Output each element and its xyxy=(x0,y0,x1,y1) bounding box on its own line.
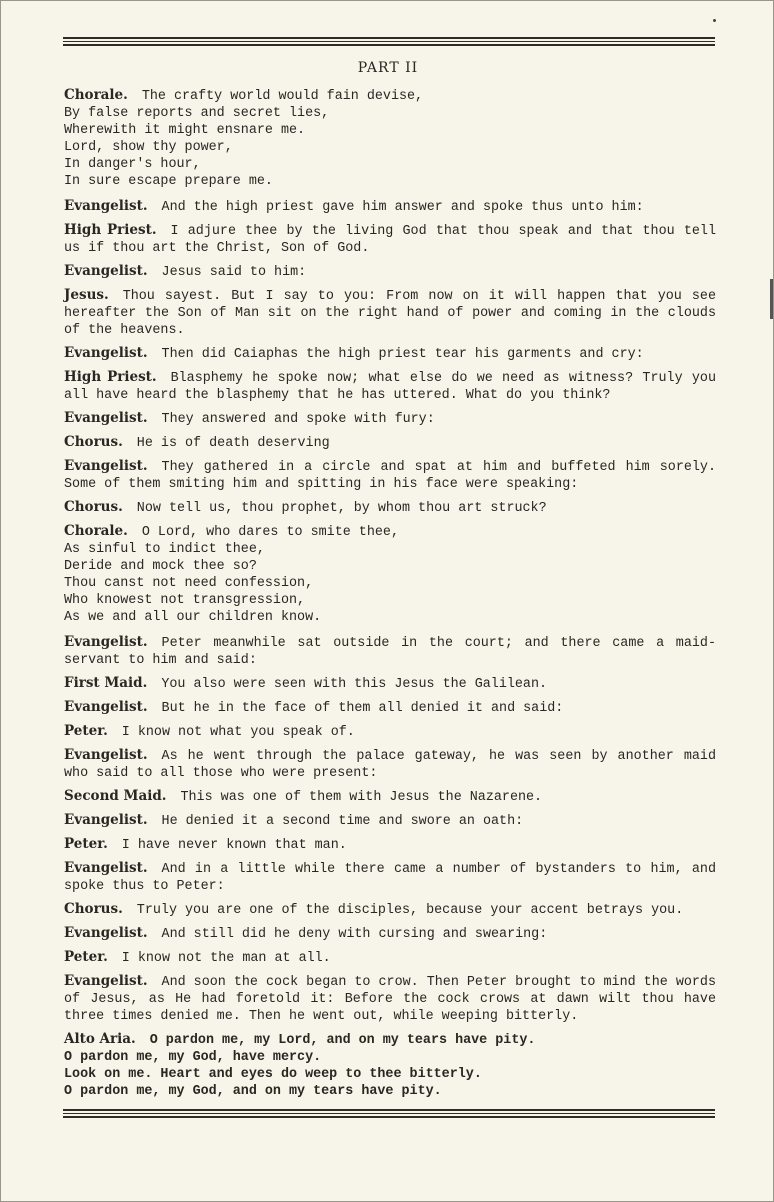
verse-text: Lord, show thy power, xyxy=(64,140,233,155)
speaker-label: High Priest. xyxy=(64,222,157,238)
speech-text xyxy=(64,369,716,404)
speech-text xyxy=(64,925,716,943)
speaker-label: Evangelist. xyxy=(64,699,148,715)
speech-block xyxy=(64,499,716,517)
verse-line xyxy=(64,558,716,575)
verse-line xyxy=(64,105,716,122)
verse-text: Thou canst not need confession, xyxy=(64,576,314,591)
speech-block xyxy=(64,523,716,626)
verse-line xyxy=(64,1083,716,1100)
speech-content: But he in the face of them all denied it and said: xyxy=(161,701,564,716)
speaker-label: Chorale. xyxy=(64,87,128,103)
speech-block xyxy=(64,222,716,257)
verse-text: As sinful to indict thee, xyxy=(64,542,265,557)
speech-content: I have never known that man. xyxy=(121,838,347,853)
verse-line xyxy=(64,541,716,558)
speech-block xyxy=(64,812,716,830)
verse-text: By false reports and secret lies, xyxy=(64,106,330,121)
speech-block xyxy=(64,345,716,363)
verse-text: O Lord, who dares to smite thee, xyxy=(141,525,399,540)
verse-line xyxy=(64,156,716,173)
speaker-label: Chorus. xyxy=(64,901,123,917)
speaker-label: High Priest. xyxy=(64,369,157,385)
speech-content: You also were seen with this Jesus the Galilean. xyxy=(161,677,548,692)
speech-block xyxy=(64,949,716,967)
speech-block xyxy=(64,87,716,190)
speech-block xyxy=(64,723,716,741)
speaker-label: Evangelist. xyxy=(64,860,148,876)
speech-text xyxy=(64,263,716,281)
speech-text xyxy=(64,434,716,452)
speaker-label: Evangelist. xyxy=(64,458,148,474)
speech-text xyxy=(64,345,716,363)
speech-block xyxy=(64,1031,716,1100)
verse-text: Wherewith it might ensnare me. xyxy=(64,123,306,138)
verse-text: In sure escape prepare me. xyxy=(64,174,273,189)
speech-content: And the high priest gave him answer and spoke thus unto him: xyxy=(161,200,644,215)
speech-text xyxy=(64,836,716,854)
speech-content: Truly you are one of the disciples, because your accent betrays you. xyxy=(136,903,684,918)
verse-line xyxy=(64,173,716,190)
speech-content: Jesus said to him: xyxy=(161,265,307,280)
verse-text: In danger's hour, xyxy=(64,157,201,172)
speech-block xyxy=(64,410,716,428)
speaker-label: Evangelist. xyxy=(64,345,148,361)
speech-content: Now tell us, thou prophet, by whom thou art struck? xyxy=(136,501,547,516)
speech-block xyxy=(64,434,716,452)
speech-block xyxy=(64,634,716,669)
speech-block xyxy=(64,747,716,782)
speech-text xyxy=(64,499,716,517)
speech-content: Peter meanwhile sat outside in the court; and there came a maid-servant to him and said: xyxy=(64,636,716,668)
speaker-label: Evangelist. xyxy=(64,410,148,426)
speaker-label: Evangelist. xyxy=(64,263,148,279)
speech-text xyxy=(64,747,716,782)
verse-line xyxy=(64,122,716,139)
page-title: PART II xyxy=(357,60,419,76)
speech-content: I know not the man at all. xyxy=(121,951,331,966)
verse-line xyxy=(64,592,716,609)
speech-block xyxy=(64,925,716,943)
speaker-label: Evangelist. xyxy=(64,747,148,763)
verse-line xyxy=(64,1031,716,1049)
speech-text xyxy=(64,788,716,806)
speech-text xyxy=(64,812,716,830)
speech-text xyxy=(64,973,716,1025)
verse-line xyxy=(64,87,716,105)
verse-text: As we and all our children know. xyxy=(64,610,322,625)
speaker-label: Second Maid. xyxy=(64,788,167,804)
speech-content: He is of death deserving xyxy=(136,436,330,451)
speech-block xyxy=(64,287,716,339)
speech-block xyxy=(64,699,716,717)
speech-content: And still did he deny with cursing and swearing: xyxy=(161,927,548,942)
verse-line xyxy=(64,575,716,592)
verse-line xyxy=(64,609,716,626)
bottom-rule xyxy=(63,1109,715,1120)
speech-content: This was one of them with Jesus the Nazarene. xyxy=(180,790,543,805)
speaker-label: Chorus. xyxy=(64,434,123,450)
speech-text xyxy=(64,287,716,339)
speech-text xyxy=(64,198,716,216)
verse-text: Look on me. Heart and eyes do weep to thee bitterly. xyxy=(64,1067,482,1082)
speaker-label: Evangelist. xyxy=(64,973,148,989)
verse-line xyxy=(64,1066,716,1083)
speech-block xyxy=(64,901,716,919)
speech-content: And in a little while there came a number of bystanders to him, and spoke thus to Peter: xyxy=(64,862,716,894)
speech-content: Thou sayest. But I say to you: From now on it will happen that you see hereafter the Son of Man sit on the right hand of power and coming in the clouds of the heavens. xyxy=(64,289,716,338)
speaker-label: Evangelist. xyxy=(64,925,148,941)
speech-text xyxy=(64,723,716,741)
speech-block xyxy=(64,263,716,281)
speech-content: They answered and spoke with fury: xyxy=(161,412,435,427)
speaker-label: Evangelist. xyxy=(64,634,148,650)
speaker-label: Alto Aria. xyxy=(64,1031,136,1047)
speech-text xyxy=(64,410,716,428)
speck-mark xyxy=(713,19,716,22)
page-edge-mark xyxy=(770,279,773,319)
speech-content: As he went through the palace gateway, he was seen by another maid who said to all those who were present: xyxy=(64,749,716,781)
speech-content: I know not what you speak of. xyxy=(121,725,355,740)
speaker-label: Evangelist. xyxy=(64,812,148,828)
speech-text xyxy=(64,949,716,967)
speaker-label: Peter. xyxy=(64,723,108,739)
speech-block xyxy=(64,860,716,895)
speech-block xyxy=(64,836,716,854)
speech-text xyxy=(64,860,716,895)
speech-content: Blasphemy he spoke now; what else do we need as witness? Truly you all have heard the blasphemy that he has uttered. What do you think? xyxy=(64,371,716,403)
speech-block xyxy=(64,369,716,404)
speech-content: And soon the cock began to crow. Then Peter brought to mind the words of Jesus, as He had foretold it: Before the cock crows at dawn wilt thou have three times denied me. Then he went out, while weeping bitterly. xyxy=(64,975,716,1024)
speaker-label: Jesus. xyxy=(64,287,109,303)
top-rule xyxy=(63,37,715,48)
verse-line xyxy=(64,1049,716,1066)
speaker-label: First Maid. xyxy=(64,675,148,691)
speaker-label: Peter. xyxy=(64,836,108,852)
speech-text xyxy=(64,458,716,493)
verse-text: The crafty world would fain devise, xyxy=(141,89,424,104)
verse-line xyxy=(64,523,716,541)
speech-block xyxy=(64,458,716,493)
speech-text xyxy=(64,901,716,919)
speaker-label: Chorale. xyxy=(64,523,128,539)
speech-content: They gathered in a circle and spat at him and buffeted him sorely. Some of them smiting him and spitting in his face were speaking: xyxy=(64,460,716,492)
verse-text: O pardon me, my God, have mercy. xyxy=(64,1050,322,1065)
verse-text: O pardon me, my Lord, and on my tears have pity. xyxy=(149,1033,536,1048)
speech-content: He denied it a second time and swore an oath: xyxy=(161,814,524,829)
speaker-label: Evangelist. xyxy=(64,198,148,214)
speech-text xyxy=(64,634,716,669)
speaker-label: Chorus. xyxy=(64,499,123,515)
libretto-text xyxy=(64,87,716,1108)
verse-line xyxy=(64,139,716,156)
verse-text: Who knowest not transgression, xyxy=(64,593,306,608)
speech-content: I adjure thee by the living God that thou speak and that thou tell us if thou art the Christ, Son of God. xyxy=(64,224,717,256)
speech-text xyxy=(64,699,716,717)
speech-block xyxy=(64,973,716,1025)
speech-text xyxy=(64,675,716,693)
speech-block xyxy=(64,198,716,216)
verse-text: Deride and mock thee so? xyxy=(64,559,257,574)
speech-content: Then did Caiaphas the high priest tear his garments and cry: xyxy=(161,347,644,362)
speech-block xyxy=(64,788,716,806)
verse-text: O pardon me, my God, and on my tears have pity. xyxy=(64,1084,442,1099)
speaker-label: Peter. xyxy=(64,949,108,965)
speech-text xyxy=(64,222,716,257)
speech-block xyxy=(64,675,716,693)
